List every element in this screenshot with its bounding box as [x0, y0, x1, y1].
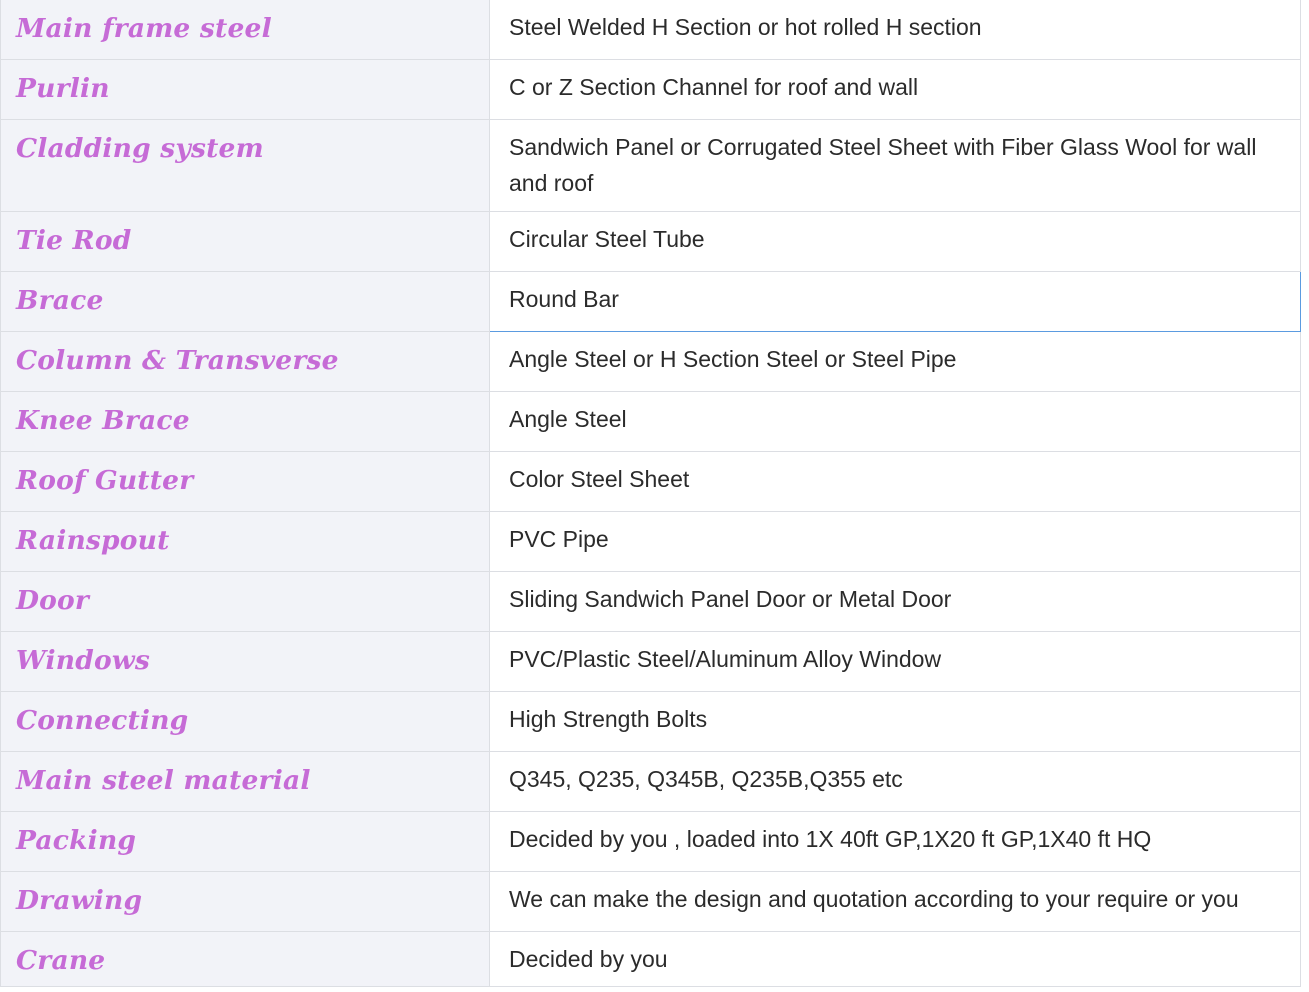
table-row-selected	[1, 272, 1301, 332]
table-row	[1, 572, 1301, 632]
row-value-cell[interactable]	[490, 932, 1301, 987]
row-label: Main steel material	[16, 765, 311, 796]
table-row	[1, 212, 1301, 272]
row-label-cell	[1, 932, 490, 987]
row-label-cell	[1, 272, 490, 332]
row-value-cell[interactable]	[490, 332, 1301, 392]
row-value: Round Bar	[509, 286, 619, 312]
row-label: Cladding system	[16, 133, 264, 164]
row-label-cell	[1, 392, 490, 452]
row-value: High Strength Bolts	[509, 706, 708, 732]
row-label-cell	[1, 812, 490, 872]
row-value: Sliding Sandwich Panel Door or Metal Door	[509, 586, 952, 612]
row-label-cell	[1, 872, 490, 932]
row-label-cell	[1, 632, 490, 692]
row-label: Column & Transverse	[16, 345, 339, 376]
row-value-cell[interactable]	[490, 120, 1301, 212]
row-value: C or Z Section Channel for roof and wall	[509, 74, 919, 100]
row-label-cell	[1, 60, 490, 120]
row-value-cell-selected[interactable]	[490, 272, 1301, 332]
row-label-cell	[1, 752, 490, 812]
row-label-cell	[1, 512, 490, 572]
row-value-cell[interactable]	[490, 572, 1301, 632]
row-label-cell	[1, 332, 490, 392]
row-value-cell[interactable]	[490, 60, 1301, 120]
row-value-cell[interactable]	[490, 452, 1301, 512]
row-value-cell[interactable]	[490, 872, 1301, 932]
row-value: We can make the design and quotation according to your require or you	[509, 886, 1239, 912]
row-label: Purlin	[16, 73, 110, 104]
row-label: Tie Rod	[16, 225, 132, 256]
table-row	[1, 632, 1301, 692]
row-label: Drawing	[16, 885, 143, 916]
row-label: Roof Gutter	[16, 465, 194, 496]
row-label-cell	[1, 212, 490, 272]
table-row	[1, 932, 1301, 987]
row-value-cell[interactable]	[490, 692, 1301, 752]
table-row	[1, 120, 1301, 212]
table-row	[1, 512, 1301, 572]
row-value: Color Steel Sheet	[509, 466, 690, 492]
row-value-cell[interactable]	[490, 752, 1301, 812]
row-value: Decided by you , loaded into 1X 40ft GP,1X20 ft GP,1X40 ft HQ	[509, 826, 1152, 852]
row-label: Brace	[16, 285, 104, 316]
row-label: Windows	[16, 645, 150, 676]
table-row	[1, 0, 1301, 60]
row-label: Main frame steel	[16, 13, 272, 44]
row-value-cell[interactable]	[490, 812, 1301, 872]
row-value: Sandwich Panel or Corrugated Steel Sheet with Fiber Glass Wool for wall and roof	[509, 134, 1257, 196]
table-row	[1, 812, 1301, 872]
row-value-cell[interactable]	[490, 212, 1301, 272]
table-row	[1, 692, 1301, 752]
row-label: Crane	[16, 945, 106, 976]
row-value: Angle Steel or H Section Steel or Steel Pipe	[509, 346, 957, 372]
table-row	[1, 452, 1301, 512]
row-value-cell[interactable]	[490, 392, 1301, 452]
row-label-cell	[1, 692, 490, 752]
row-label: Knee Brace	[16, 405, 190, 436]
row-label-cell	[1, 572, 490, 632]
row-label-cell	[1, 452, 490, 512]
row-value-cell[interactable]	[490, 512, 1301, 572]
row-value: Circular Steel Tube	[509, 226, 705, 252]
row-label-cell	[1, 120, 490, 212]
table-row	[1, 60, 1301, 120]
row-value-cell[interactable]	[490, 632, 1301, 692]
row-value: Angle Steel	[509, 406, 627, 432]
table-row	[1, 332, 1301, 392]
table-row	[1, 392, 1301, 452]
row-label: Packing	[16, 825, 137, 856]
table-row	[1, 872, 1301, 932]
row-label: Rainspout	[16, 525, 170, 556]
row-label: Door	[16, 585, 90, 616]
row-value: Steel Welded H Section or hot rolled H section	[509, 14, 982, 40]
row-label: Connecting	[16, 705, 189, 736]
table-row	[1, 752, 1301, 812]
row-value: Decided by you	[509, 946, 668, 972]
row-value: Q345, Q235, Q345B, Q235B,Q355 etc	[509, 766, 903, 792]
row-label-cell	[1, 0, 490, 60]
row-value: PVC Pipe	[509, 526, 609, 552]
row-value: PVC/Plastic Steel/Aluminum Alloy Window	[509, 646, 942, 672]
row-value-cell[interactable]	[490, 0, 1301, 60]
